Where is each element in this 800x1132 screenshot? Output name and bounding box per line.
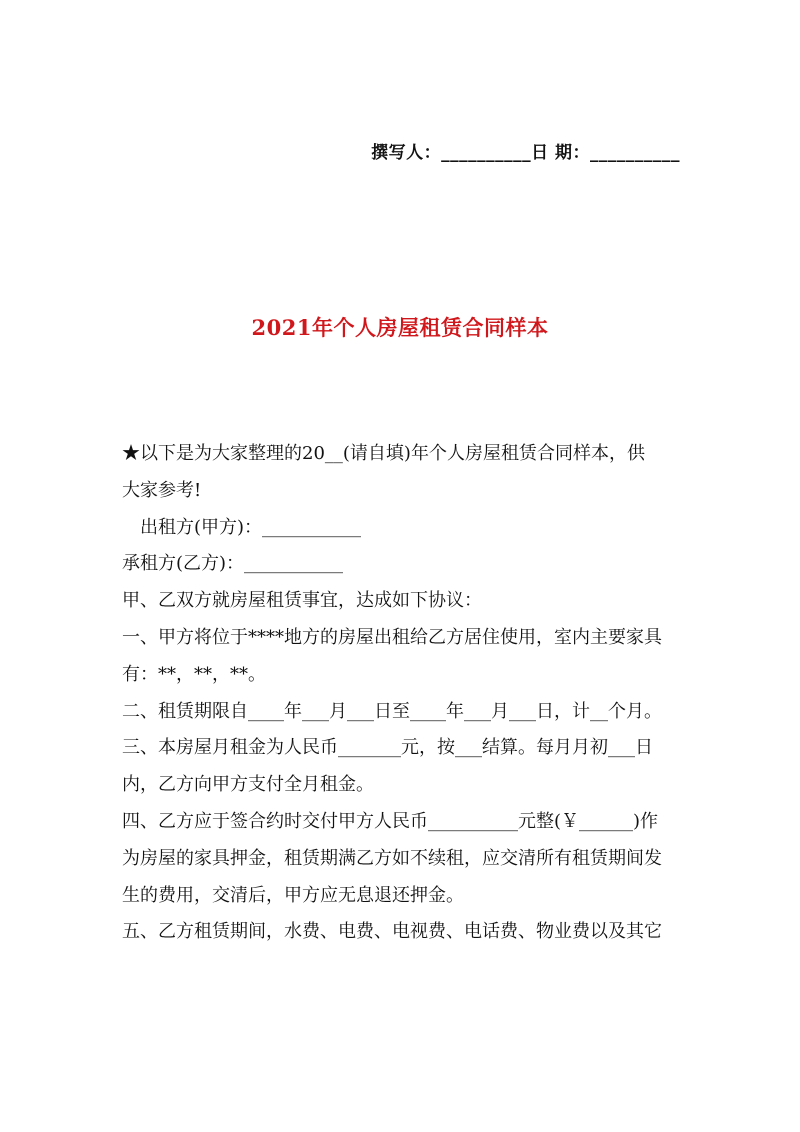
body-line-intro-1: ★以下是为大家整理的20__(请自填)年个人房屋租赁合同样本，供: [122, 443, 645, 464]
body-line-clause-4a: 四、乙方应于签合约时交付甲方人民币__________元整(￥______)作: [122, 810, 659, 832]
body-line-agreement: 甲、乙双方就房屋租赁事宜，达成如下协议：: [122, 590, 482, 612]
body-line-clause-3b: 内，乙方向甲方支付全月租金。: [122, 774, 374, 796]
body-line-clause-1b: 有：**，**，**。: [122, 663, 266, 685]
body-line-clause-2: 二、租赁期限自____年___月___日至____年___月___日，计__个月。: [122, 700, 662, 722]
document-body: [122, 436, 682, 951]
body-line-intro-2: 大家参考!: [122, 479, 202, 501]
body-line-clause-3a: 三、本房屋月租金为人民币_______元，按___结算。每月月初___日: [122, 737, 653, 759]
body-line-clause-1a: 一、甲方将位于****地方的房屋出租给乙方居住使用，室内主要家具: [122, 626, 662, 648]
document-title: 2021年个人房屋租赁合同样本: [251, 315, 549, 340]
body-line-lessor: 出租方(甲方)：___________: [140, 516, 362, 538]
body-line-clause-4c: 生的费用，交清后，甲方应无息退还押金。: [122, 884, 464, 906]
body-line-lessee: 承租方(乙方)：___________: [122, 553, 344, 575]
body-line-clause-5a: 五、乙方租赁期间，水费、电费、电视费、电话费、物业费以及其它: [122, 921, 662, 943]
author-date-line: 撰写人：__________日 期：__________: [371, 143, 680, 163]
body-line-clause-4b: 为房屋的家具押金，租赁期满乙方如不续租，应交清所有租赁期间发: [122, 847, 662, 869]
